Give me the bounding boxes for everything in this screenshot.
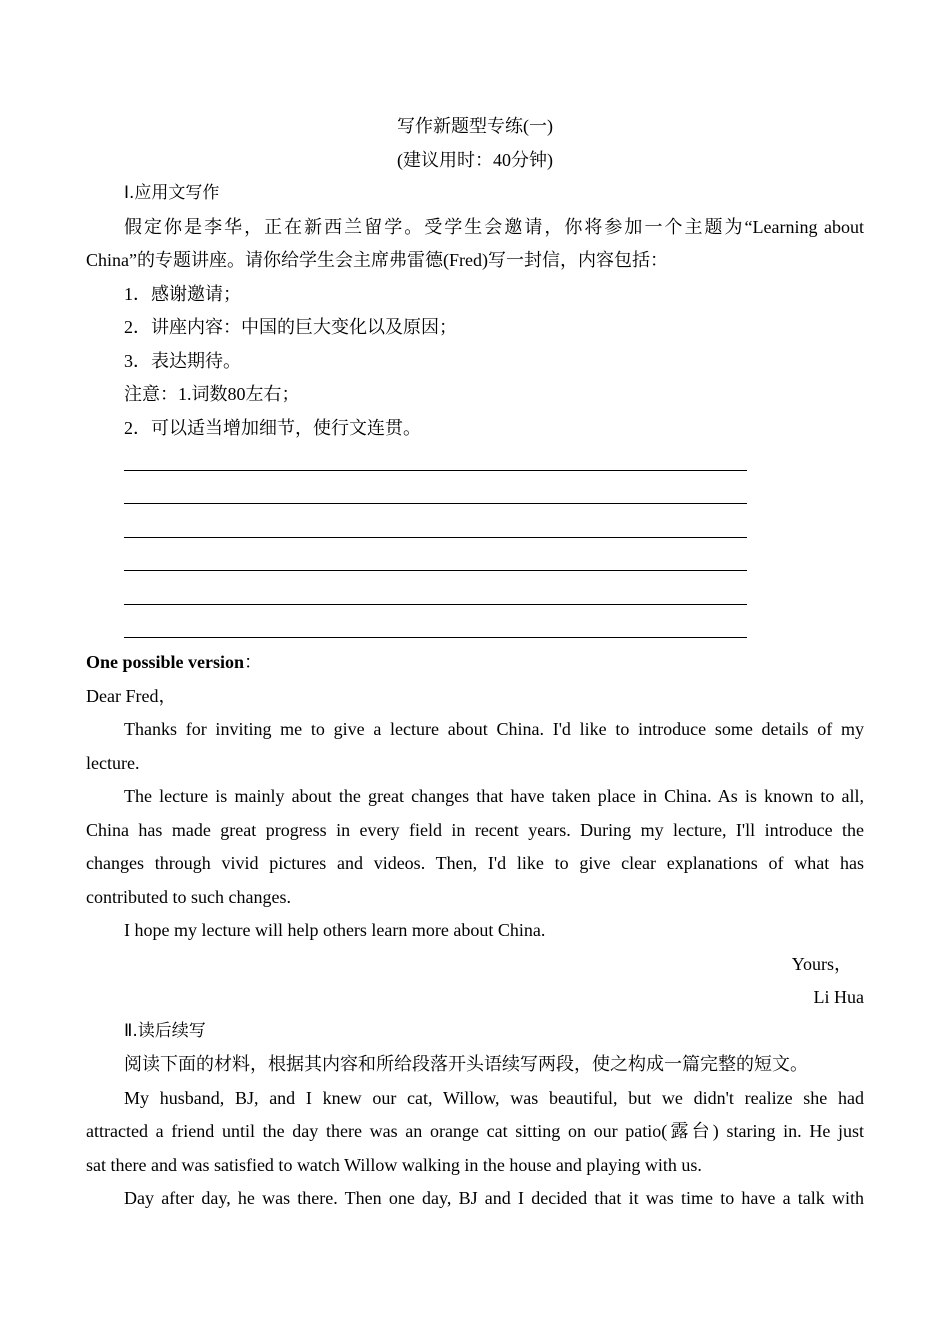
time-suggestion: (建议用时：40分钟): [397, 149, 553, 170]
section-2-heading: Ⅱ.读后续写: [124, 1020, 206, 1041]
note-1: 注意：1.词数80左右；: [124, 384, 300, 404]
requirement-item-1: 1．感谢邀请；: [124, 283, 241, 304]
story-p1-line-2: attracted a friend until the day there was an orange cat sitting on our patio(露台) staring in. He just: [86, 1121, 864, 1141]
letter-p2-line-2: China has made great progress in every field in recent years. During my lecture, I'll introduce the: [86, 819, 864, 840]
document-page: [86, 110, 864, 1216]
section-2-instruction: 阅读下面的材料，根据其内容和所给段落开头语续写两段，使之构成一篇完整的短文。: [124, 1054, 808, 1074]
letter-p1-line-2: lecture.: [86, 752, 140, 773]
sample-answer-label: [86, 646, 864, 680]
letter-p2-line-1: The lecture is mainly about the great changes that have taken place in China. As is known to all,: [124, 786, 864, 806]
story-p2-line-1: Day after day, he was there. Then one day, BJ and I decided that it was time to have a talk with: [124, 1188, 864, 1208]
letter-signature: Li Hua: [813, 987, 864, 1007]
story-p1-line-1: My husband, BJ, and I knew our cat, Willow, was beautiful, but we didn't realize she had: [124, 1087, 864, 1108]
letter-p1-line-1: Thanks for inviting me to give a lecture about China. I'd like to introduce some details of my: [124, 719, 864, 739]
requirement-item-3: 3．表达期待。: [124, 350, 241, 371]
prompt-line-2: China”的专题讲座。请你给学生会主席弗雷德(Fred)写一封信，内容包括：: [86, 250, 668, 270]
answer-blank-line: [86, 546, 864, 580]
answer-blank-line: [86, 479, 864, 513]
answer-blank-line: [86, 579, 864, 613]
letter-p2-line-4: contributed to such changes.: [86, 886, 291, 907]
sample-answer-label-colon: ：: [244, 652, 263, 672]
answer-blank-line: [86, 445, 864, 479]
answer-blank-line: [86, 512, 864, 546]
note-2: 2．可以适当增加细节，使行文连贯。: [124, 417, 421, 438]
requirement-item-2: 2．讲座内容：中国的巨大变化以及原因；: [124, 317, 457, 337]
letter-p3: I hope my lecture will help others learn more about China.: [124, 920, 546, 940]
letter-closing: Yours，: [791, 953, 852, 974]
section-1-heading: Ⅰ.应用文写作: [124, 183, 220, 203]
prompt-line-1: 假定你是李华，正在新西兰留学。受学生会邀请，你将参加一个主题为“Learning about: [124, 216, 864, 237]
sample-answer-label-text: One possible version: [86, 652, 245, 672]
letter-p2-line-3: changes through vivid pictures and videos. Then, I'd like to give clear explanations of what has: [86, 853, 864, 873]
story-p1-line-3: sat there and was satisfied to watch Willow walking in the house and playing with us.: [86, 1154, 702, 1175]
answer-blank-line: [86, 613, 864, 647]
letter-greeting: Dear Fred，: [86, 685, 177, 706]
page-title: 写作新题型专练(一): [397, 116, 553, 136]
